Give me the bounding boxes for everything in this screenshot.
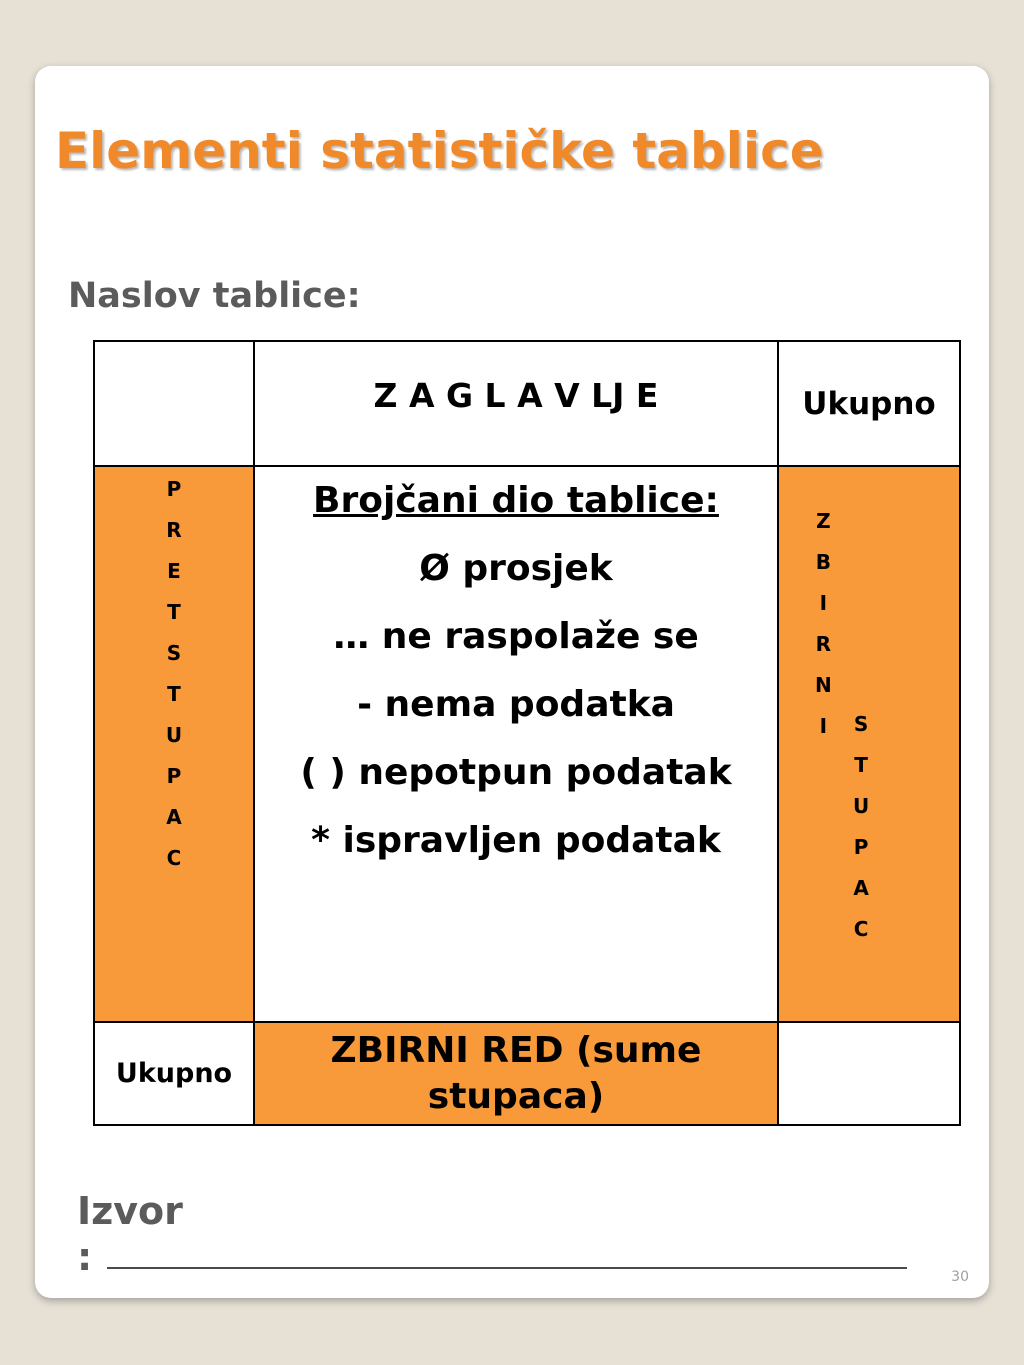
total-letter: T bbox=[854, 753, 868, 777]
stub-letter: U bbox=[165, 723, 183, 747]
total-letter: A bbox=[853, 876, 869, 900]
total-column-header-label: Ukupno bbox=[802, 385, 936, 422]
numeric-body bbox=[255, 467, 777, 875]
stub-letter: P bbox=[166, 764, 182, 788]
total-letter: B bbox=[815, 550, 831, 574]
total-column bbox=[778, 466, 960, 1022]
page-number: 30 bbox=[951, 1269, 969, 1285]
symbol-line: … ne raspolaže se bbox=[333, 616, 699, 657]
numeric-body-title: Brojčani dio tablice: bbox=[313, 480, 719, 521]
stub-letter: P bbox=[166, 477, 182, 501]
header-label: Z A G L A V LJ E bbox=[373, 376, 659, 415]
slide bbox=[35, 66, 989, 1298]
stub-letter: S bbox=[166, 641, 182, 665]
stub-letter: C bbox=[166, 846, 182, 870]
total-row-text: ZBIRNI RED (sume stupaca) bbox=[330, 1029, 702, 1117]
stub-letter: E bbox=[167, 559, 181, 583]
symbol-line: * ispravljen podatak bbox=[311, 820, 721, 861]
total-letter: N bbox=[815, 673, 832, 697]
total-row-cell bbox=[254, 1022, 778, 1125]
total-column-label-word2 bbox=[853, 704, 869, 950]
total-letter: P bbox=[853, 835, 869, 859]
stub-letter: T bbox=[167, 600, 181, 624]
source-underline bbox=[107, 1267, 907, 1269]
stub-letter: T bbox=[167, 682, 181, 706]
total-column-header bbox=[778, 341, 960, 466]
header-cell bbox=[254, 341, 778, 466]
total-letter: Z bbox=[816, 509, 831, 533]
total-row-label: Ukupno bbox=[115, 1058, 233, 1089]
stub-letter: R bbox=[166, 518, 182, 542]
numeric-body-cell bbox=[254, 466, 778, 1022]
grand-total-cell bbox=[778, 1022, 960, 1125]
statistical-table-diagram bbox=[93, 340, 961, 1126]
table-title-label: Naslov tablice: bbox=[68, 276, 361, 316]
total-letter: C bbox=[853, 917, 869, 941]
source-label-text: Izvor : bbox=[77, 1189, 183, 1279]
symbol-line: - nema podatka bbox=[357, 684, 675, 725]
slide-title: Elementi statističke tablice bbox=[55, 122, 824, 180]
total-letter: S bbox=[853, 712, 869, 736]
corner-cell bbox=[94, 341, 254, 466]
symbol-line: ( ) nepotpun podatak bbox=[300, 752, 732, 793]
symbol-line: Ø prosjek bbox=[419, 548, 613, 589]
total-letter: R bbox=[815, 632, 832, 656]
total-letter: I bbox=[819, 591, 828, 615]
stub-column-label bbox=[95, 469, 253, 879]
total-letter: U bbox=[853, 794, 870, 818]
stub-column bbox=[94, 466, 254, 1022]
total-letter: I bbox=[819, 714, 828, 738]
total-row-label-cell bbox=[94, 1022, 254, 1125]
total-column-label-word1 bbox=[815, 501, 832, 747]
stub-letter: A bbox=[166, 805, 182, 829]
